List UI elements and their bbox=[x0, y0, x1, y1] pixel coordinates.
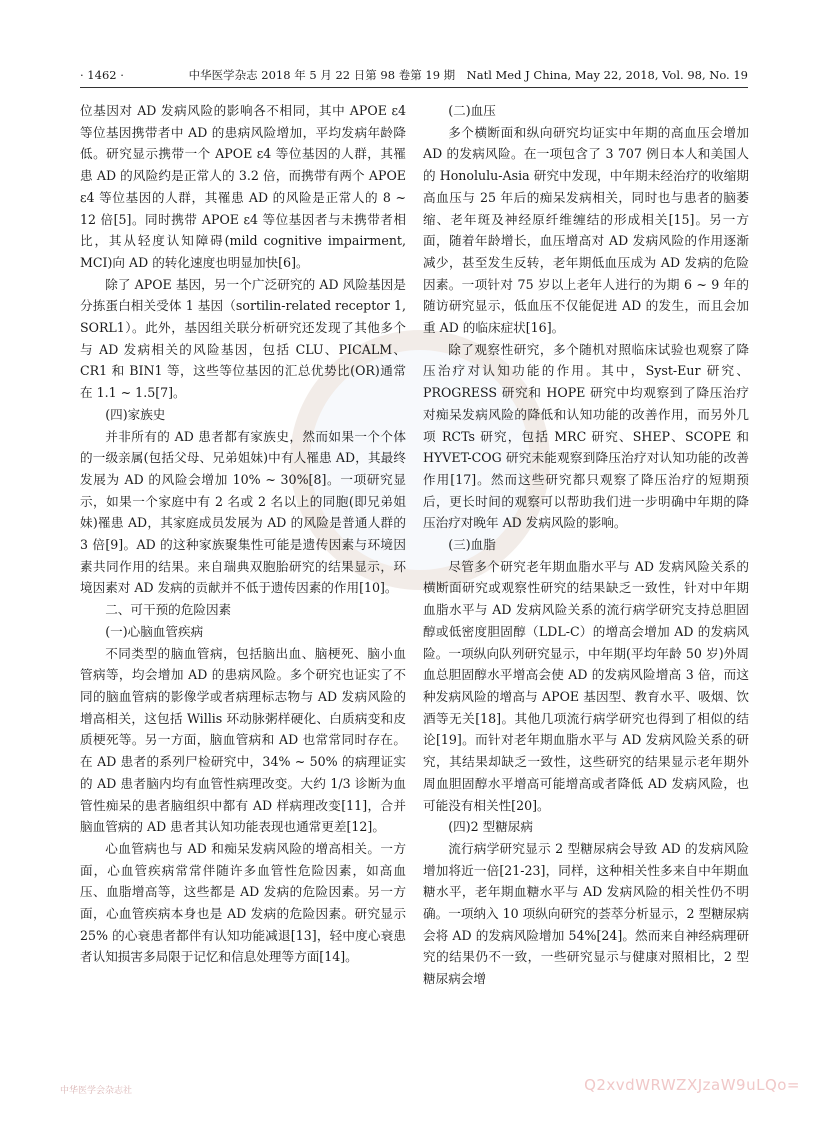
paragraph: 心血管病也与 AD 和痴呆发病风险的增高相关。一方面，心血管疾病常常伴随许多血管性危险因素，如高血压、血脂增高等，这些都是 AD 发病的危险因素。另一方面，心血管疾病本身也是 AD 发病的危险因素。研究显示 25% 的心衰患者都伴有认知功能减退[13]，轻中度心衰患者认知损害多局限于记忆和信息处理等方面[14]。 bbox=[80, 840, 406, 965]
right-column bbox=[423, 100, 749, 990]
section-heading: (二)血压 bbox=[448, 103, 496, 118]
paragraph: 流行病学研究显示 2 型糖尿病会导致 AD 的发病风险增加将近一倍[21-23]，同样，这种相关性多来自中年期血糖水平，老年期血糖水平与 AD 发病风险的相关性仍不明确。一项纳入 10 项纵向研究的荟萃分析显示，2 型糖尿病会将 AD 的发病风险增加 54%[24]。然而来自神经病理研究的结果仍不一致，一些研究显示与健康对照相比，2 型糖尿病会增 bbox=[423, 840, 749, 987]
paragraph: 除了 APOE 基因，另一个广泛研究的 AD 风险基因是分拣蛋白相关受体 1 基因（sortilin-related receptor 1, SORL1）。此外，基因组关联分析研究还发现了其他多个与 AD 发病相关的风险基因，包括 CLU、PICALM、CR1 和 BIN1 等，这些等位基因的汇总优势比(OR)通常在 1.1 ~ 1.5[7]。 bbox=[80, 276, 406, 401]
section-heading: 二、可干预的危险因素 bbox=[105, 602, 232, 618]
header-rule bbox=[80, 87, 748, 88]
paragraph: 尽管多个研究老年期血脂水平与 AD 发病风险关系的横断面研究或观察性研究的结果缺乏一致性，针对中年期血脂水平与 AD 发病风险关系的流行病学研究支持总胆固醇或低密度胆固醇（LDL-C）的增高会增加 AD 的发病风险。一项纵向队列研究显示，中年期(平均年龄 50 岁)外周血总胆固醇水平增高会使 AD 的发病风险增高 3 倍，而这种发病风险的增高与 APOE 基因型、教育水平、吸烟、饮酒等无关[18]。其他几项流行病学研究也得到了相似的结论[19]。而针对老年期血脂水平与 AD 发病风险关系的研究，其结果却缺乏一致性，这些研究的结果显示老年期外周血胆固醇水平增高可能增高或者降低 AD 发病风险，也可能没有相关性[20]。 bbox=[423, 558, 749, 813]
section-heading: (一)心脑血管疾病 bbox=[105, 623, 204, 639]
paragraph: 不同类型的脑血管病，包括脑出血、脑梗死、脑小血管病等，均会增加 AD 的患病风险。多个研究也证实了不同的脑血管病的影像学或者病理标志物与 AD 发病风险的增高相关，这包括 Willis 环动脉粥样硬化、白质病变和皮质梗死等。另一方面，脑血管病和 AD 也常常同时存在。在 AD 患者的系列尸检研究中，34% ~ 50% 的病理证实的 AD 患者脑内均有血管性病理改变。大约 1/3 诊断为血管性痴呆的患者脑组织中都有 AD 样病理改变[11]，合并脑血管病的 AD 患者其认知功能表现也通常更差[12]。 bbox=[80, 645, 406, 835]
paragraph: 多个横断面和纵向研究均证实中年期的高血压会增加 AD 的发病风险。在一项包含了 3 707 例日本人和美国人的 Honolulu-Asia 研究中发现，中年期未经治疗的收缩期高血压与 25 年后的痴呆发病相关，同时也与患者的脑萎缩、老年斑及神经原纤维缠结的形成相关[15]。另一方面，随着年龄增长，血压增高对 AD 发病风险的作用逐渐减少，甚至发生反转，老年期低血压成为 AD 发病的危险因素。一项针对 75 岁以上老年人进行的为期 6 ~ 9 年的随访研究显示，低血压不仅能促进 AD 的发生，而且会加重 AD 的临床症状[16]。 bbox=[423, 124, 749, 336]
left-column bbox=[80, 100, 406, 968]
paragraph: 并非所有的 AD 患者都有家族史，然而如果一个个体的一级亲属(包括父母、兄弟姐妹)中有人罹患 AD，其最终发展为 AD 的风险会增加 10% ~ 30%[8]。一项研究显示，如果一个家庭中有 2 名或 2 名以上的同胞(即兄弟姐妹)罹患 AD，其家庭成员发展为 AD 的风险是普通人群的 3 倍[9]。AD 的这种家族聚集性可能是遗传因素与环境因素共同作用的结果。来自瑞典双胞胎研究的结果显示，环境因素对 AD 发病的贡献并不低于遗传因素的作用[10]。 bbox=[80, 428, 406, 596]
section-heading: (四)家族史 bbox=[105, 406, 166, 422]
page-header bbox=[80, 66, 748, 84]
watermark-code: Q2xvdWRWZXJzaW9uLQo= bbox=[584, 1076, 800, 1094]
section-heading: (四)2 型糖尿病 bbox=[448, 819, 533, 835]
section-heading: (三)血脂 bbox=[448, 537, 496, 553]
journal-citation: 中华医学杂志 2018 年 5 月 22 日第 98 卷第 19 期 Natl Med J China, May 22, 2018, Vol. 98, No. 19 bbox=[188, 68, 748, 82]
paragraph: 位基因对 AD 发病风险的影响各不相同，其中 APOE ε4 等位基因携带者中 AD 的患病风险增加，平均发病年龄降低。研究显示携带一个 APOE ε4 等位基因的人群，其罹患 AD 的风险约是正常人的 3.2 倍，而携带有两个 APOE ε4 等位基因的人群，其罹患 AD 的风险是正常人的 8 ~ 12 倍[5]。同时携带 APOE ε4 等位基因者与未携带者相比，其从轻度认知障碍(mild cognitive impairment, MCI)向 AD 的转化速度也明显加快[6]。 bbox=[80, 103, 406, 270]
publisher-logo: 中华医学会杂志社 bbox=[60, 1086, 133, 1096]
page-number: · 1462 · bbox=[80, 68, 124, 82]
paragraph: 除了观察性研究，多个随机对照临床试验也观察了降压治疗对认知功能的作用。其中，Syst-Eur 研究、PROGRESS 研究和 HOPE 研究中均观察到了降压治疗对痴呆发病风险的降低和认知功能的改善作用，而另外几项 RCTs 研究，包括 MRC 研究、SHEP、SCOPE 和 HYVET-COG 研究未能观察到降压治疗对认知功能的改善作用[17]。然而这些研究都只观察了降压治疗的短期预后，更长时间的观察可以帮助我们进一步明确中年期的降压治疗对晚年 AD 发病风险的影响。 bbox=[423, 341, 749, 531]
